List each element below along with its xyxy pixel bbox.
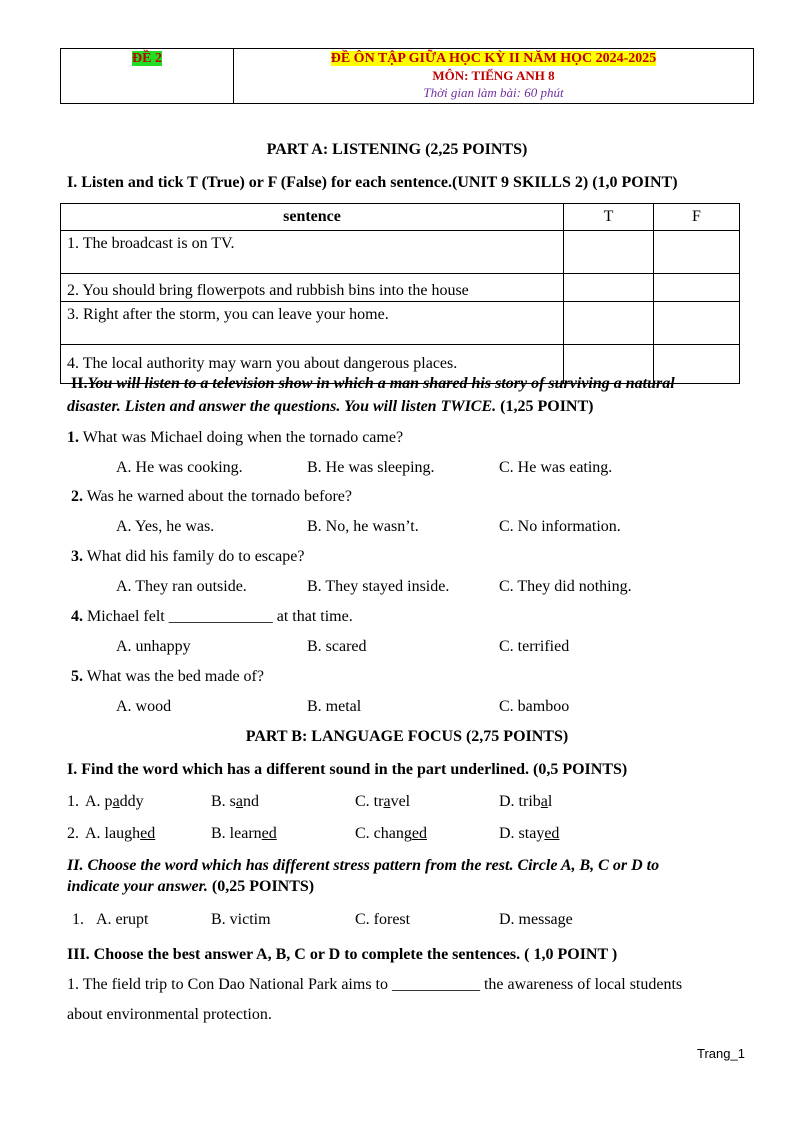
part-b-section2-title-1: II. Choose the word which has different stress pattern from the rest. Circle A, B, C or D to: [67, 857, 660, 874]
option-a[interactable]: A. laughed: [85, 825, 156, 842]
question: 2. Was he warned about the tornado before?: [71, 488, 352, 505]
section-number: II.: [71, 375, 88, 392]
question: 5. What was the bed made of?: [71, 668, 264, 685]
option-c[interactable]: C. changed: [355, 825, 427, 842]
option-a[interactable]: A. They ran outside.: [116, 578, 247, 595]
option-a[interactable]: A. Yes, he was.: [116, 518, 215, 535]
option-b[interactable]: B. learned: [211, 825, 277, 842]
table-row: [61, 274, 740, 302]
section-points: (1,25 POINT): [500, 398, 594, 415]
option-c[interactable]: C. He was eating.: [499, 459, 613, 476]
part-b-title: PART B: LANGUAGE FOCUS (2,75 POINTS): [245, 728, 569, 745]
question-number: 1.: [67, 793, 79, 810]
question-number: 2.: [67, 825, 79, 842]
instruction-text: You will listen to a television show in which a man shared his story of surviving a natural: [87, 375, 675, 392]
part-b-section1-title: I. Find the word which has a different sound in the part underlined. (0,5 POINTS): [67, 761, 628, 778]
option-b[interactable]: B. scared: [307, 638, 367, 655]
option-c[interactable]: C. terrified: [499, 638, 570, 655]
false-tick-cell[interactable]: [654, 302, 740, 345]
table-header-sentence: sentence: [61, 204, 564, 231]
exam-title-cell: [234, 49, 754, 104]
option-b[interactable]: B. sand: [211, 793, 260, 810]
question-number: 1.: [72, 911, 84, 928]
part-a-title: PART A: LISTENING (2,25 POINTS): [266, 141, 528, 158]
part-a-section2-instruction-1: [71, 374, 675, 394]
part-b-section2-title-2: indicate your answer. (0,25 POINTS): [67, 878, 315, 895]
true-tick-cell[interactable]: [564, 231, 654, 274]
part-a-section2-instruction-2: [67, 397, 593, 417]
exam-title: ĐỀ ÔN TẬP GIỮA HỌC KỲ II NĂM HỌC 2024-2025: [330, 51, 657, 66]
exam-subject: MÔN: TIẾNG ANH 8: [432, 68, 555, 83]
question-text-line-2: about environmental protection.: [67, 1006, 272, 1023]
false-tick-cell[interactable]: [654, 231, 740, 274]
option-b[interactable]: B. No, he wasn’t.: [307, 518, 419, 535]
table-header-true: T: [564, 204, 654, 231]
option-c[interactable]: C. They did nothing.: [499, 578, 632, 595]
part-a-section1-title: I. Listen and tick T (True) or F (False) for each sentence.(UNIT 9 SKILLS 2) (1,0 POINT): [67, 174, 678, 191]
sentence-cell: 1. The broadcast is on TV.: [61, 231, 564, 274]
header-table: [60, 48, 754, 104]
option-a[interactable]: A. wood: [116, 698, 172, 715]
option-a[interactable]: A. erupt: [96, 911, 149, 928]
option-d[interactable]: D. stayed: [499, 825, 560, 842]
question: 4. Michael felt _____________ at that time.: [71, 608, 353, 625]
option-b[interactable]: B. metal: [307, 698, 362, 715]
true-tick-cell[interactable]: [564, 302, 654, 345]
sentence-cell: 3. Right after the storm, you can leave your home.: [61, 302, 564, 345]
option-a[interactable]: A. He was cooking.: [116, 459, 243, 476]
option-b[interactable]: B. They stayed inside.: [307, 578, 450, 595]
true-false-table: [60, 203, 740, 384]
sentence-cell: 4. The local authority may warn you about dangerous places.: [61, 345, 564, 384]
false-tick-cell[interactable]: [654, 274, 740, 302]
true-tick-cell[interactable]: [564, 274, 654, 302]
page-number: Trang_1: [697, 1046, 745, 1061]
option-d[interactable]: D. tribal: [499, 793, 553, 810]
part-b-section3-title: III. Choose the best answer A, B, C or D to complete the sentences. ( 1,0 POINT ): [67, 946, 618, 963]
option-d[interactable]: D. message: [499, 911, 573, 928]
option-b[interactable]: B. He was sleeping.: [307, 459, 435, 476]
instruction-text: disaster. Listen and answer the questions. You will listen TWICE.: [67, 398, 497, 415]
option-c[interactable]: C. bamboo: [499, 698, 570, 715]
question-text-line-1: 1. The field trip to Con Dao National Park aims to ___________ the awareness of local students: [67, 976, 683, 993]
option-a[interactable]: A. paddy: [85, 793, 144, 810]
question: 1. What was Michael doing when the tornado came?: [67, 429, 404, 446]
table-header-false: F: [654, 204, 740, 231]
table-row: [61, 231, 740, 274]
option-c[interactable]: C. No information.: [499, 518, 621, 535]
option-c[interactable]: C. travel: [355, 793, 411, 810]
exam-code: ĐỀ 2: [132, 51, 162, 66]
option-c[interactable]: C. forest: [355, 911, 411, 928]
option-b[interactable]: B. victim: [211, 911, 271, 928]
exam-code-cell: [61, 49, 234, 104]
exam-time: Thời gian làm bài: 60 phút: [423, 85, 564, 100]
table-row: [61, 302, 740, 345]
question: 3. What did his family do to escape?: [71, 548, 305, 565]
option-a[interactable]: A. unhappy: [116, 638, 191, 655]
sentence-cell: 2. You should bring flowerpots and rubbish bins into the house: [61, 274, 564, 302]
